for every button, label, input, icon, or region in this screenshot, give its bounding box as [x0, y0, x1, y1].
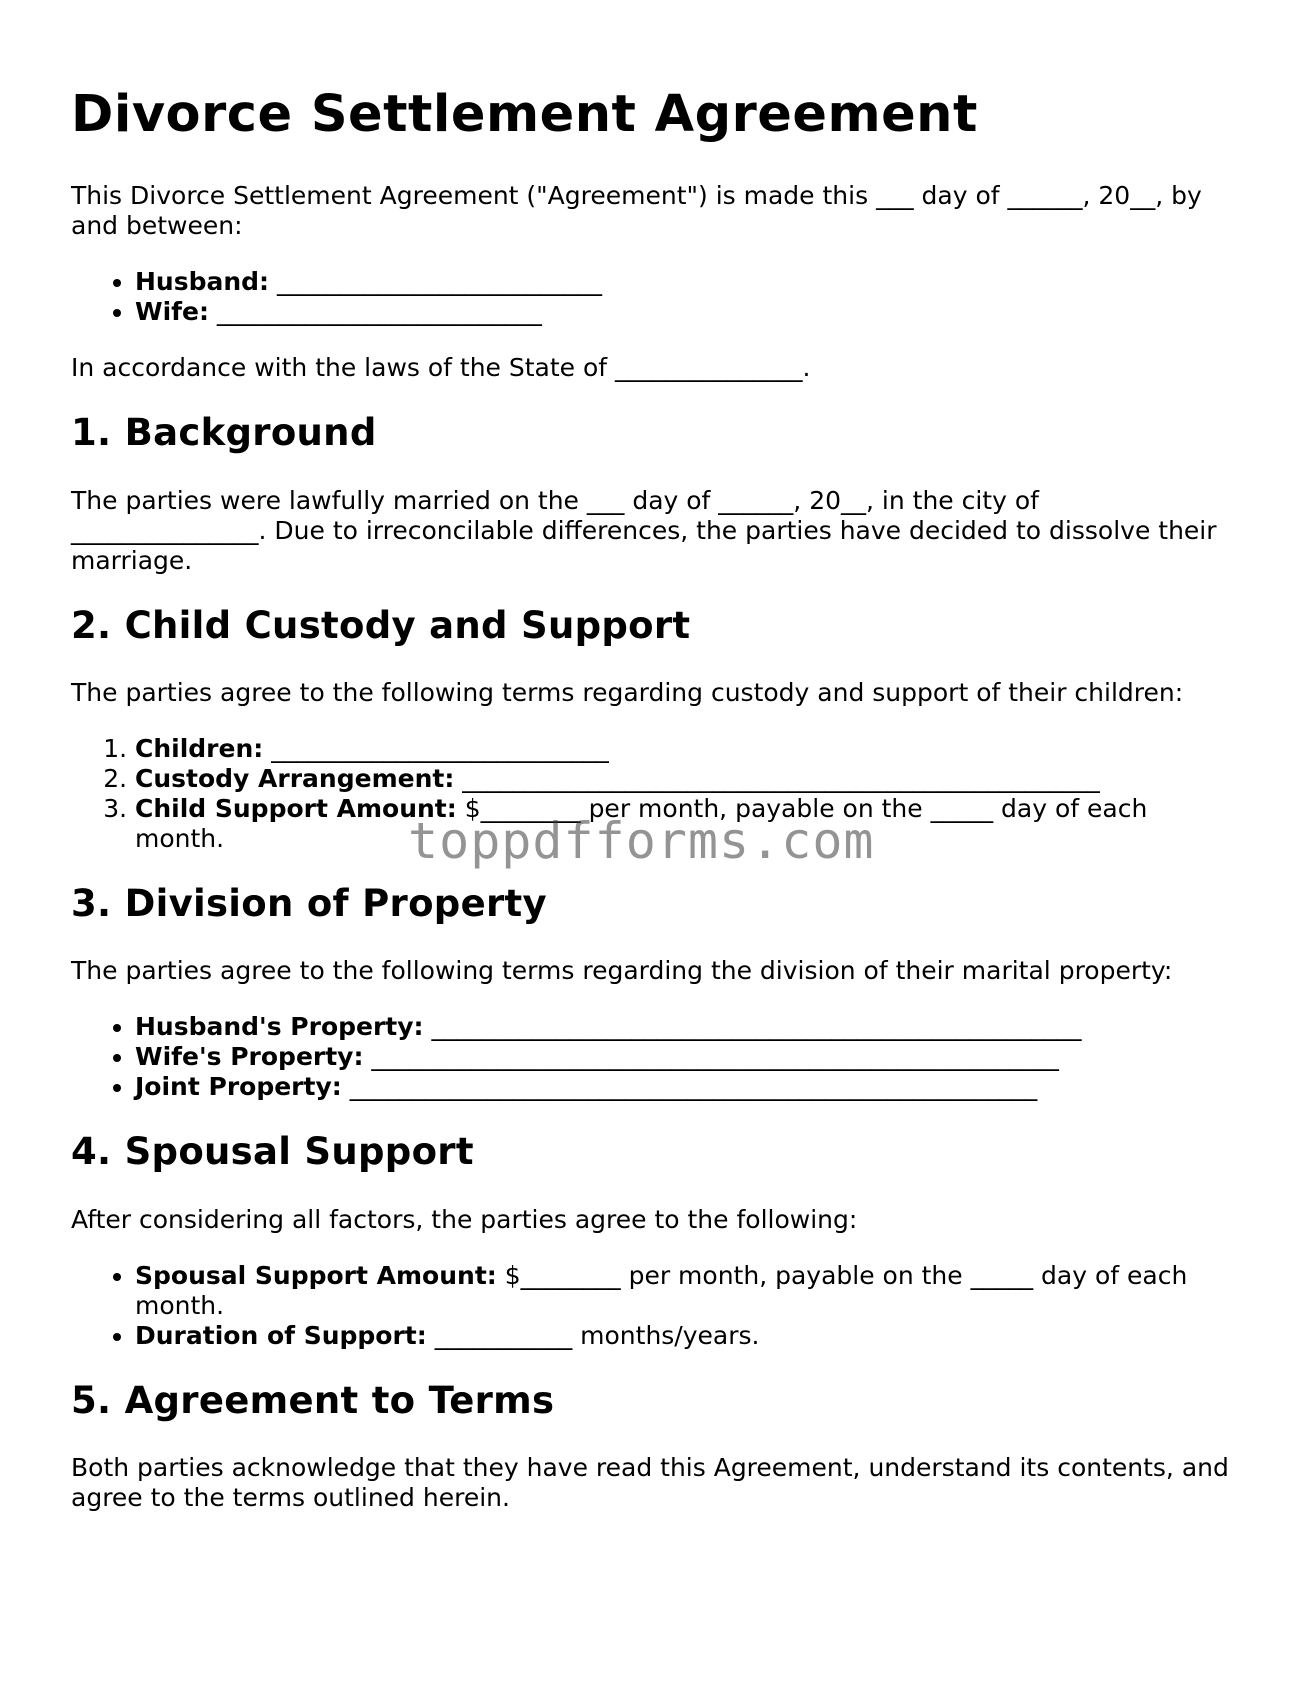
support-duration-blank: ___________ months/years.: [426, 1320, 760, 1350]
children-label: Children:: [135, 733, 264, 763]
list-item: [135, 1042, 1241, 1072]
watermark: toppdfforms.com: [408, 812, 875, 870]
property-text: The parties agree to the following terms regarding the division of their marital property:: [71, 956, 1173, 986]
joint-property-blank: _______________________________________________________: [341, 1072, 1038, 1102]
spousal-heading: 4. Spousal Support: [71, 1130, 474, 1174]
custody-arrangement-label: Custody Arrangement:: [135, 763, 455, 793]
husband-property-label: Husband's Property:: [135, 1012, 424, 1042]
parties-list: [71, 267, 1241, 327]
list-item: [135, 1321, 1241, 1351]
list-item: [135, 1012, 1241, 1042]
intro-paragraph: This Divorce Settlement Agreement ("Agreement") is made this ___ day of ______, 20__, by and between:: [71, 181, 1202, 241]
agreement-text: Both parties acknowledge that they have read this Agreement, understand its contents, and agree to the terms outlined herein.: [71, 1453, 1229, 1513]
agreement-heading: 5. Agreement to Terms: [71, 1378, 555, 1422]
party-husband-label: Husband:: [135, 267, 270, 297]
background-heading: 1. Background: [71, 411, 377, 455]
list-item: [135, 794, 1241, 854]
custody-arrangement-blank: ___________________________________________________: [454, 763, 1100, 793]
list-item: [135, 1072, 1241, 1102]
party-husband-blank: __________________________: [269, 267, 603, 297]
document-page: [71, 84, 1241, 1539]
child-support-blank: $________ per month, payable on the _____ day of each month.: [135, 793, 1148, 853]
list-item: [135, 1261, 1241, 1321]
spousal-list: [71, 1261, 1241, 1351]
background-text: The parties were lawfully married on the ___ day of ______, 20__, in the city of _______________. Due to irreconcilable differences, the parties have decided to dissolve their marriage.: [71, 485, 1217, 575]
spousal-amount-label: Spousal Support Amount:: [135, 1260, 497, 1290]
list-item: [135, 764, 1241, 794]
list-item: [135, 267, 1241, 297]
property-list: [71, 1012, 1241, 1102]
party-wife-blank: __________________________: [208, 297, 542, 327]
party-wife-label: Wife:: [135, 297, 209, 327]
custody-heading: 2. Child Custody and Support: [71, 603, 691, 647]
joint-property-label: Joint Property:: [135, 1072, 342, 1102]
state-line: In accordance with the laws of the State of _______________.: [71, 353, 811, 383]
list-item: [135, 297, 1241, 327]
child-support-label: Child Support Amount:: [135, 793, 457, 823]
wife-property-label: Wife's Property:: [135, 1042, 364, 1072]
support-duration-label: Duration of Support:: [135, 1320, 427, 1350]
custody-text: The parties agree to the following terms regarding custody and support of their children:: [71, 677, 1184, 707]
children-blank: ___________________________: [263, 733, 609, 763]
list-item: [135, 734, 1241, 764]
wife-property-blank: _______________________________________________________: [363, 1042, 1059, 1072]
property-heading: 3. Division of Property: [71, 881, 547, 925]
husband-property-blank: ____________________________________________________: [423, 1012, 1082, 1042]
spousal-text: After considering all factors, the parties agree to the following:: [71, 1204, 858, 1234]
custody-list: [71, 734, 1241, 854]
spousal-amount-blank: $________ per month, payable on the _____ day of each month.: [135, 1260, 1188, 1320]
document-title: Divorce Settlement Agreement: [71, 85, 978, 144]
